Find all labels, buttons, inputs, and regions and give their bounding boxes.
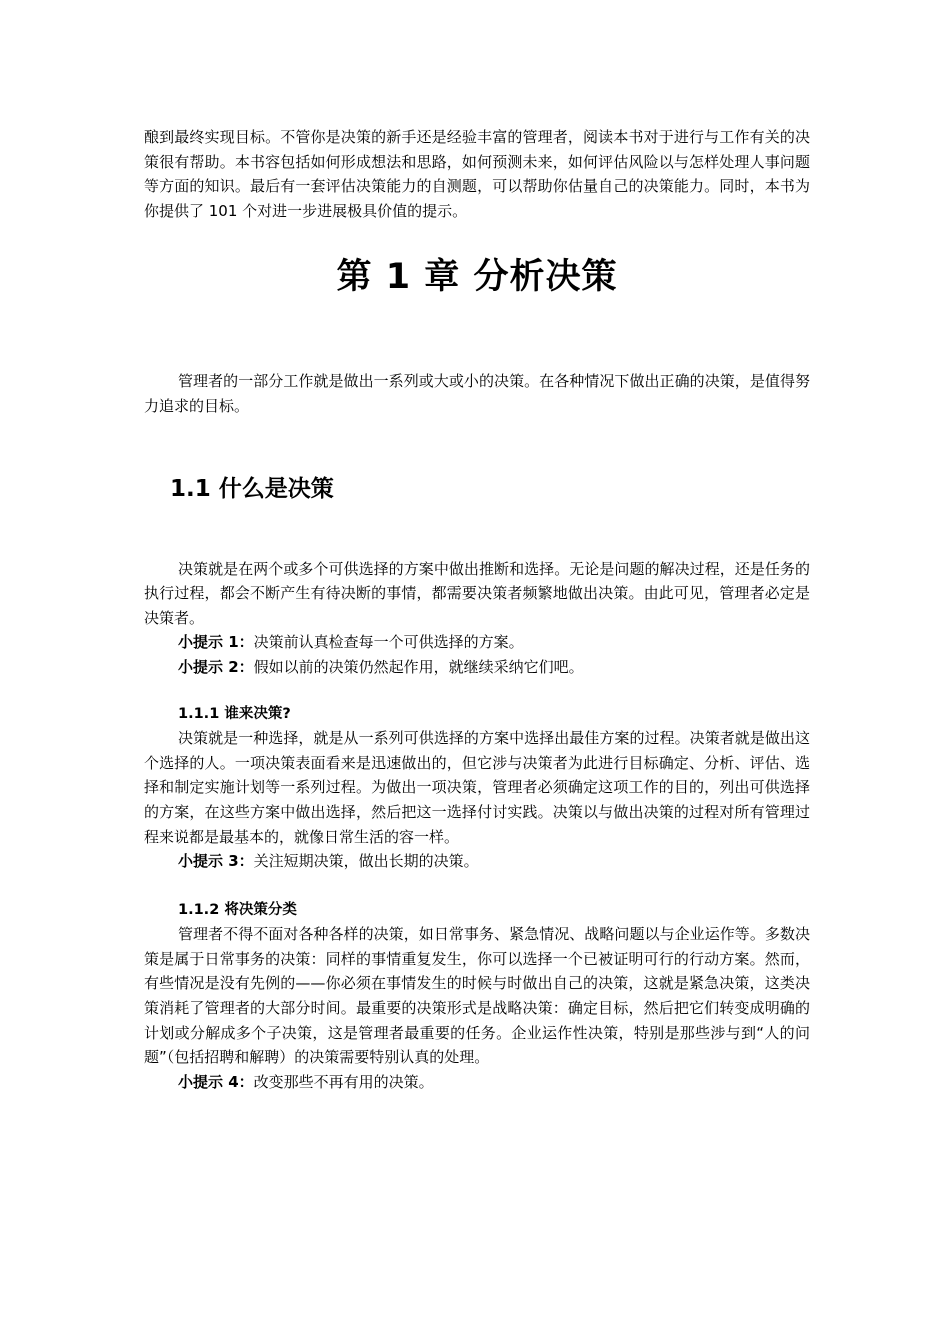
section-1-1-body: 决策就是在两个或多个可供选择的方案中做出推断和选择。无论是问题的解决过程，还是任务的执行过程，都会不断产生有待决断的事情，都需要决策者频繁地做出决策。由此可见，管理者必定是决策者。 [144,559,810,627]
section-1-1-1-body: 决策就是一种选择，就是从一系列可供选择的方案中选择出最佳方案的过程。决策者就是做出这个选择的人。一项决策表面看来是迅速做出的，但它涉与决策者为此进行目标确定、分析、评估、选择和制定实施计划等一系列过程。为做出一项决策，管理者必须确定这项工作的目的，列出可供选择的方案，在这些方案中做出选择，然后把这一选择付讨实践。决策以与做出决策的过程对所有管理过程来说都是最基本的，就像日常生活的容一样。 [144,729,810,846]
intro-paragraph: 酿到最终实现目标。不管你是决策的新手还是经验丰富的管理者，阅读本书对于进行与工作有关的决策很有帮助。本书容包括如何形成想法和思路，如何预测未来，如何评估风险以与怎样处理人事问题等方面的知识。最后有一套评估决策能力的自测题，可以帮助你估量自己的决策能力。同时，本书为你提供了 101 个对进一步进展极具价值的提示。 [144,128,810,220]
tip-text: 决策前认真检查每一个可供选择的方案。 [253,633,524,652]
tip-label: 小提示 2： [178,657,254,676]
spacer [144,307,810,369]
section-heading-1-1: 1.1 什么是决策 [170,475,334,502]
document-page [144,125,810,1094]
tip-label: 小提示 1： [178,633,254,652]
tip-label: 小提示 3： [178,852,254,871]
tip-text: 假如以前的决策仍然起作用，就继续采纳它们吧。 [253,657,584,676]
tip-text: 关注短期决策，做出长期的决策。 [253,852,479,871]
tip-2 [144,655,810,680]
spacer [144,419,810,471]
chapter-intro-paragraph: 管理者的一部分工作就是做出一系列或大或小的决策。在各种情况下做出正确的决策，是值得努力追求的目标。 [144,372,810,415]
spacer [144,874,810,898]
chapter-title: 第 1 章 分析决策 [336,257,618,298]
tip-3 [144,849,810,874]
subheading-1-1-1: 1.1.1 谁来决策? [178,705,291,722]
tip-4 [144,1070,810,1095]
subheading-1-1-2: 1.1.2 将决策分类 [178,901,297,918]
section-1-1-2-body: 管理者不得不面对各种各样的决策，如日常事务、紧急情况、战略问题以与企业运作等。多数决策是属于日常事务的决策：同样的事情重复发生，你可以选择一个已被证明可行的行动方案。然而，有些情况是没有先例的——你必须在事情发生的时候与时做出自己的决策，这就是紧急决策，这类决策消耗了管理者的大部分时间。最重要的决策形式是战略决策：确定目标，然后把它们转变成明确的计划或分解成多个子决策，这是管理者最重要的任务。企业运作性决策，特别是那些涉与到“人的问题”（包括招聘和解聘）的决策需要特别认真的处理。 [144,925,810,1067]
spacer [144,680,810,702]
tip-1 [144,630,810,655]
tip-text: 改变那些不再有用的决策。 [253,1072,434,1091]
tip-label: 小提示 4： [178,1072,254,1091]
spacer [144,507,810,557]
